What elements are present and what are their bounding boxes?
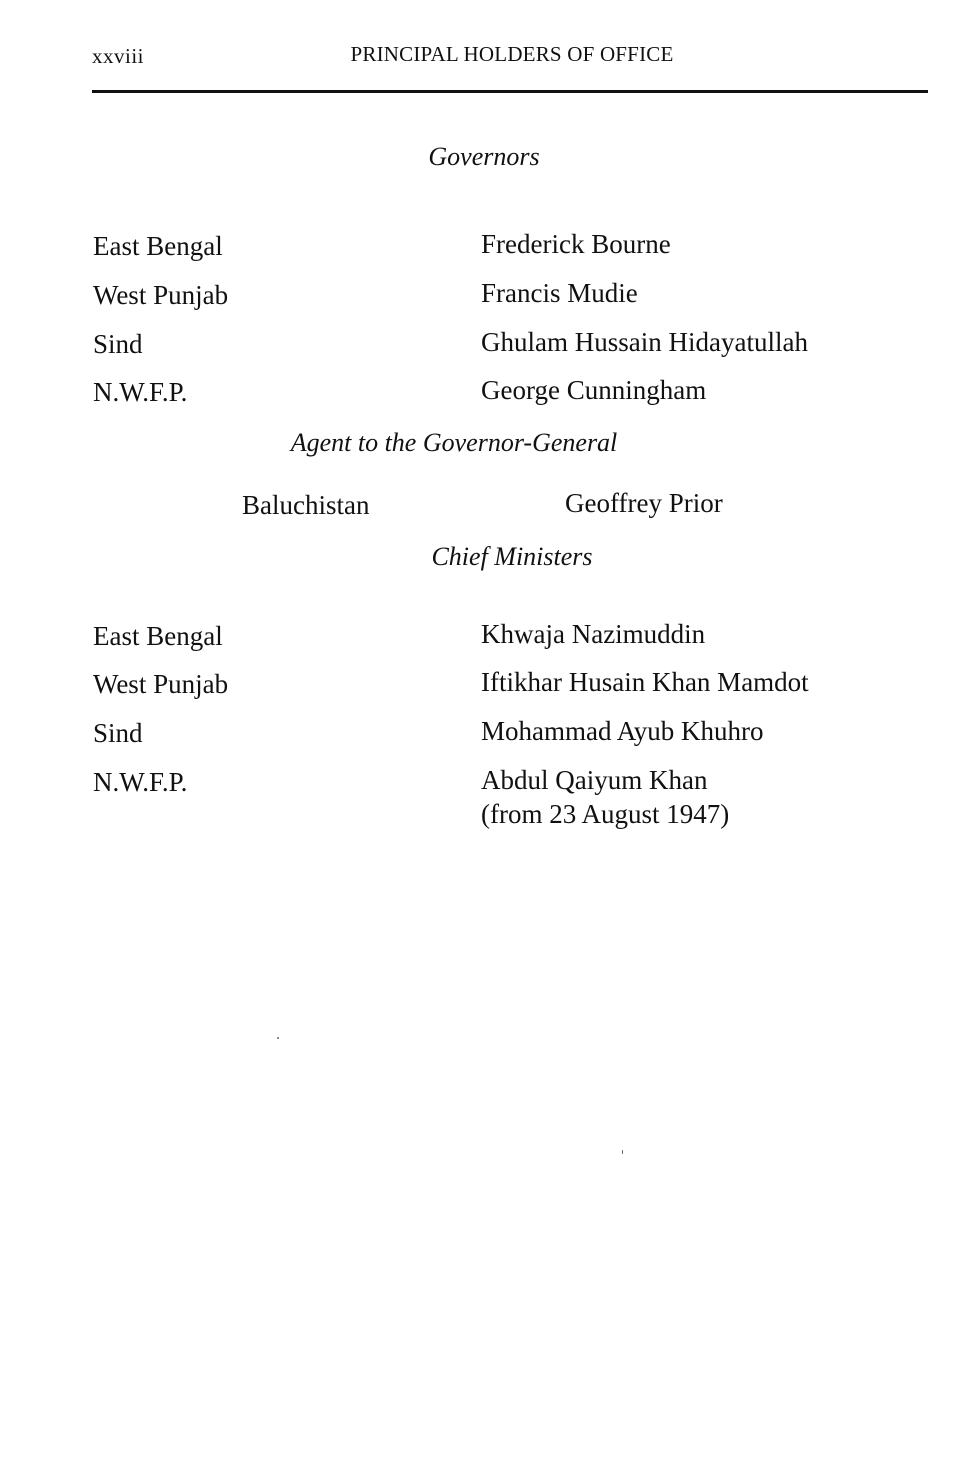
governors-heading: Governors bbox=[428, 142, 540, 171]
office-holder-name: Francis Mudie bbox=[481, 278, 638, 308]
running-title: PRINCIPAL HOLDERS OF OFFICE bbox=[350, 42, 674, 66]
scan-speck bbox=[277, 1037, 279, 1039]
office-holder-name: Frederick Bourne bbox=[481, 229, 671, 259]
tenure-note: (from 23 August 1947) bbox=[481, 799, 730, 829]
scan-speck bbox=[622, 1150, 623, 1154]
region-name: Baluchistan bbox=[242, 490, 370, 520]
chief-ministers-heading: Chief Ministers bbox=[431, 542, 593, 571]
page-number: xxviii bbox=[92, 44, 145, 68]
office-holder-name: Khwaja Nazimuddin bbox=[481, 619, 706, 649]
region-name: N.W.F.P. bbox=[93, 767, 188, 797]
office-holder-name: Geoffrey Prior bbox=[565, 488, 723, 518]
office-holder-name: Iftikhar Husain Khan Mamdot bbox=[481, 667, 809, 697]
region-name: Sind bbox=[93, 718, 143, 748]
office-holder-name: Mohammad Ayub Khuhro bbox=[481, 716, 764, 746]
region-name: East Bengal bbox=[93, 621, 223, 651]
header-rule bbox=[92, 90, 928, 93]
region-name: West Punjab bbox=[93, 280, 229, 310]
office-holder-name-text: Abdul Qaiyum Khan bbox=[481, 765, 708, 795]
office-holder-name: George Cunningham bbox=[481, 375, 707, 405]
office-holder-name bbox=[481, 763, 729, 831]
region-name: Sind bbox=[93, 329, 143, 359]
office-holder-name: Ghulam Hussain Hidayatullah bbox=[481, 327, 808, 357]
region-name: West Punjab bbox=[93, 669, 229, 699]
region-name: East Bengal bbox=[93, 231, 223, 261]
region-name: N.W.F.P. bbox=[93, 377, 188, 407]
agent-heading: Agent to the Governor-General bbox=[290, 428, 618, 457]
